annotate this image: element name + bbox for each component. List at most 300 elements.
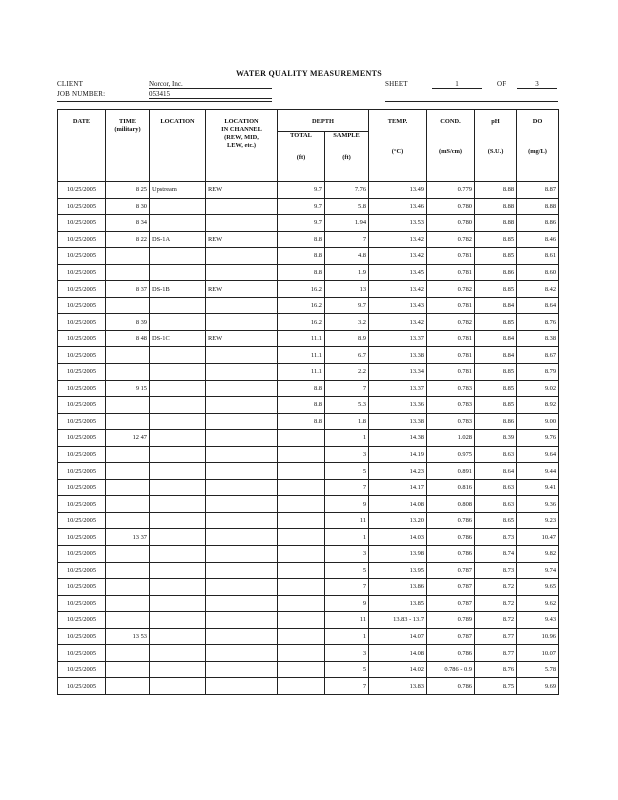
cell-do: 10.47 xyxy=(517,529,559,546)
cell-total xyxy=(278,496,325,513)
cell-cond: 0.783 xyxy=(427,397,475,414)
cell-ph: 8.72 xyxy=(475,595,517,612)
cell-sample: 5 xyxy=(325,562,369,579)
cell-do: 10.07 xyxy=(517,645,559,662)
col-header-location-in-channel: LOCATION IN CHANNEL (REW, MID, LEW, etc.) xyxy=(206,110,278,182)
cell-temp: 13.45 xyxy=(369,264,427,281)
cell-channel xyxy=(206,546,278,563)
table-row xyxy=(58,645,559,662)
cell-channel: REW xyxy=(206,231,278,248)
cell-temp: 14.03 xyxy=(369,529,427,546)
cell-total: 8.8 xyxy=(278,397,325,414)
cell-temp: 13.38 xyxy=(369,413,427,430)
cell-location xyxy=(150,546,206,563)
cell-ph: 8.85 xyxy=(475,364,517,381)
cell-temp: 13.53 xyxy=(369,215,427,232)
cell-location xyxy=(150,364,206,381)
cell-temp: 13.20 xyxy=(369,512,427,529)
cell-total xyxy=(278,446,325,463)
cell-total xyxy=(278,579,325,596)
cell-sample: 7 xyxy=(325,678,369,695)
cell-ph: 8.85 xyxy=(475,397,517,414)
cell-temp: 13.46 xyxy=(369,198,427,215)
cell-time: 8 39 xyxy=(106,314,150,331)
cell-cond: 0.781 xyxy=(427,364,475,381)
cell-temp: 13.83 - 13.7 xyxy=(369,612,427,629)
table-row xyxy=(58,661,559,678)
cell-date: 10/25/2005 xyxy=(58,264,106,281)
cell-total xyxy=(278,678,325,695)
cell-cond: 0.782 xyxy=(427,231,475,248)
cell-temp: 13.42 xyxy=(369,281,427,298)
cell-ph: 8.76 xyxy=(475,661,517,678)
cell-temp: 13.37 xyxy=(369,330,427,347)
cell-location xyxy=(150,645,206,662)
cell-ph: 8.85 xyxy=(475,380,517,397)
cell-location xyxy=(150,463,206,480)
cell-temp: 13.49 xyxy=(369,182,427,199)
cell-sample: 3 xyxy=(325,546,369,563)
cell-total: 16.2 xyxy=(278,281,325,298)
cell-date: 10/25/2005 xyxy=(58,628,106,645)
cell-cond: 0.780 xyxy=(427,198,475,215)
cell-total: 16.2 xyxy=(278,314,325,331)
cell-total xyxy=(278,463,325,480)
job-number-label: JOB NUMBER: xyxy=(57,90,106,98)
of-label: OF xyxy=(497,80,507,88)
cell-do: 9.69 xyxy=(517,678,559,695)
col-header-depth-sample: SAMPLE (ft) xyxy=(325,132,369,182)
cell-total: 9.7 xyxy=(278,215,325,232)
sheet-label: SHEET xyxy=(385,80,408,88)
cell-time xyxy=(106,612,150,629)
cell-channel xyxy=(206,413,278,430)
cell-cond: 0.787 xyxy=(427,595,475,612)
table-row xyxy=(58,463,559,480)
cell-do: 8.88 xyxy=(517,198,559,215)
sheet-value: 1 xyxy=(432,80,482,89)
table-row xyxy=(58,264,559,281)
cell-location: DS-1C xyxy=(150,330,206,347)
water-quality-table xyxy=(57,109,559,695)
cell-cond: 0.787 xyxy=(427,579,475,596)
cell-ph: 8.88 xyxy=(475,198,517,215)
cell-cond: 0.786 xyxy=(427,645,475,662)
cell-ph: 8.74 xyxy=(475,546,517,563)
cell-ph: 8.73 xyxy=(475,562,517,579)
cell-do: 8.67 xyxy=(517,347,559,364)
cell-total xyxy=(278,612,325,629)
cell-sample: 13 xyxy=(325,281,369,298)
cell-do: 9.43 xyxy=(517,612,559,629)
cell-location xyxy=(150,380,206,397)
cell-cond: 0.781 xyxy=(427,297,475,314)
cell-date: 10/25/2005 xyxy=(58,562,106,579)
cell-ph: 8.85 xyxy=(475,281,517,298)
cell-ph: 8.63 xyxy=(475,496,517,513)
cell-time: 13 53 xyxy=(106,628,150,645)
table-row xyxy=(58,479,559,496)
cell-channel xyxy=(206,479,278,496)
cell-time xyxy=(106,645,150,662)
cell-location xyxy=(150,579,206,596)
cell-sample: 8.9 xyxy=(325,330,369,347)
cell-channel xyxy=(206,248,278,265)
cell-date: 10/25/2005 xyxy=(58,446,106,463)
cell-location xyxy=(150,198,206,215)
cell-ph: 8.84 xyxy=(475,347,517,364)
cell-location xyxy=(150,413,206,430)
cell-total: 11.1 xyxy=(278,364,325,381)
col-header-ph: pH (S.U.) xyxy=(475,110,517,182)
cell-channel xyxy=(206,628,278,645)
cell-do: 8.42 xyxy=(517,281,559,298)
cell-channel xyxy=(206,364,278,381)
cell-date: 10/25/2005 xyxy=(58,397,106,414)
cell-time: 13 37 xyxy=(106,529,150,546)
header-rule-right xyxy=(385,101,558,102)
cell-date: 10/25/2005 xyxy=(58,231,106,248)
cell-ph: 8.39 xyxy=(475,430,517,447)
cell-do: 8.86 xyxy=(517,215,559,232)
cell-cond: 0.789 xyxy=(427,612,475,629)
table-row xyxy=(58,397,559,414)
table-row xyxy=(58,496,559,513)
cell-cond: 0.787 xyxy=(427,562,475,579)
cell-location xyxy=(150,248,206,265)
cell-ph: 8.85 xyxy=(475,248,517,265)
cell-sample: 9 xyxy=(325,595,369,612)
cell-time xyxy=(106,496,150,513)
cell-time: 9 15 xyxy=(106,380,150,397)
cell-ph: 8.86 xyxy=(475,264,517,281)
cell-ph: 8.86 xyxy=(475,413,517,430)
cell-ph: 8.85 xyxy=(475,231,517,248)
cell-do: 8.46 xyxy=(517,231,559,248)
cell-time: 8 25 xyxy=(106,182,150,199)
cell-location xyxy=(150,628,206,645)
cell-time xyxy=(106,562,150,579)
cell-location xyxy=(150,264,206,281)
cell-location xyxy=(150,529,206,546)
cell-date: 10/25/2005 xyxy=(58,645,106,662)
cell-channel xyxy=(206,496,278,513)
cell-sample: 7 xyxy=(325,380,369,397)
cell-location xyxy=(150,595,206,612)
cell-temp: 14.08 xyxy=(369,496,427,513)
table-row xyxy=(58,546,559,563)
cell-sample: 11 xyxy=(325,512,369,529)
cell-sample: 3 xyxy=(325,446,369,463)
cell-date: 10/25/2005 xyxy=(58,546,106,563)
cell-channel xyxy=(206,297,278,314)
cell-cond: 0.781 xyxy=(427,248,475,265)
cell-ph: 8.88 xyxy=(475,182,517,199)
cell-cond: 0.816 xyxy=(427,479,475,496)
cell-do: 8.87 xyxy=(517,182,559,199)
cell-do: 8.64 xyxy=(517,297,559,314)
table-row xyxy=(58,562,559,579)
cell-date: 10/25/2005 xyxy=(58,347,106,364)
table-row xyxy=(58,380,559,397)
cell-do: 9.74 xyxy=(517,562,559,579)
cell-cond: 0.891 xyxy=(427,463,475,480)
cell-time xyxy=(106,678,150,695)
cell-channel xyxy=(206,678,278,695)
cell-sample: 1.9 xyxy=(325,264,369,281)
cell-time xyxy=(106,463,150,480)
cell-total: 8.8 xyxy=(278,264,325,281)
cell-total: 9.7 xyxy=(278,198,325,215)
cell-time: 8 34 xyxy=(106,215,150,232)
cell-time xyxy=(106,347,150,364)
cell-do: 9.36 xyxy=(517,496,559,513)
cell-time xyxy=(106,364,150,381)
cell-channel xyxy=(206,562,278,579)
cell-cond: 0.786 xyxy=(427,546,475,563)
cell-time: 8 30 xyxy=(106,198,150,215)
cell-date: 10/25/2005 xyxy=(58,661,106,678)
cell-date: 10/25/2005 xyxy=(58,281,106,298)
cell-channel xyxy=(206,661,278,678)
cell-ph: 8.75 xyxy=(475,678,517,695)
cell-time: 12 47 xyxy=(106,430,150,447)
table-row xyxy=(58,579,559,596)
cell-time xyxy=(106,264,150,281)
col-header-temp: TEMP. (°C) xyxy=(369,110,427,182)
cell-location xyxy=(150,297,206,314)
table-row xyxy=(58,529,559,546)
cell-time xyxy=(106,397,150,414)
cell-date: 10/25/2005 xyxy=(58,314,106,331)
cell-temp: 13.98 xyxy=(369,546,427,563)
job-number-value: 053415 xyxy=(149,90,272,99)
cell-temp: 13.42 xyxy=(369,231,427,248)
cell-ph: 8.84 xyxy=(475,330,517,347)
table-row xyxy=(58,198,559,215)
cell-cond: 0.787 xyxy=(427,628,475,645)
cell-sample: 6.7 xyxy=(325,347,369,364)
cell-total xyxy=(278,595,325,612)
cell-temp: 14.07 xyxy=(369,628,427,645)
cell-channel xyxy=(206,612,278,629)
cell-ph: 8.77 xyxy=(475,645,517,662)
cell-location: DS-1A xyxy=(150,231,206,248)
cell-total: 8.8 xyxy=(278,248,325,265)
cell-cond: 0.786 - 0.9 xyxy=(427,661,475,678)
cell-channel xyxy=(206,215,278,232)
cell-sample: 4.8 xyxy=(325,248,369,265)
cell-channel xyxy=(206,198,278,215)
cell-time xyxy=(106,661,150,678)
cell-channel xyxy=(206,512,278,529)
cell-date: 10/25/2005 xyxy=(58,364,106,381)
cell-ph: 8.84 xyxy=(475,297,517,314)
table-row xyxy=(58,512,559,529)
table-row xyxy=(58,182,559,199)
of-value: 3 xyxy=(517,80,557,89)
cell-do: 8.61 xyxy=(517,248,559,265)
cell-date: 10/25/2005 xyxy=(58,678,106,695)
cell-channel xyxy=(206,446,278,463)
cell-cond: 0.975 xyxy=(427,446,475,463)
cell-date: 10/25/2005 xyxy=(58,215,106,232)
cell-location: Upstream xyxy=(150,182,206,199)
cell-location xyxy=(150,678,206,695)
cell-cond: 0.786 xyxy=(427,512,475,529)
client-label: CLIENT xyxy=(57,80,84,88)
table-row xyxy=(58,678,559,695)
cell-date: 10/25/2005 xyxy=(58,430,106,447)
cell-ph: 8.65 xyxy=(475,512,517,529)
cell-date: 10/25/2005 xyxy=(58,496,106,513)
table-row xyxy=(58,628,559,645)
cell-time xyxy=(106,546,150,563)
cell-cond: 0.783 xyxy=(427,380,475,397)
cell-ph: 8.63 xyxy=(475,479,517,496)
cell-do: 9.23 xyxy=(517,512,559,529)
cell-temp: 14.19 xyxy=(369,446,427,463)
cell-temp: 14.02 xyxy=(369,661,427,678)
cell-time xyxy=(106,579,150,596)
cell-location xyxy=(150,612,206,629)
cell-time xyxy=(106,297,150,314)
table-row xyxy=(58,347,559,364)
cell-ph: 8.85 xyxy=(475,314,517,331)
client-value: Norcor, Inc. xyxy=(149,80,272,89)
cell-temp: 13.42 xyxy=(369,314,427,331)
table-row xyxy=(58,215,559,232)
cell-channel xyxy=(206,529,278,546)
cell-temp: 13.95 xyxy=(369,562,427,579)
cell-temp: 14.08 xyxy=(369,645,427,662)
cell-do: 8.76 xyxy=(517,314,559,331)
cell-sample: 1.8 xyxy=(325,413,369,430)
cell-total: 9.7 xyxy=(278,182,325,199)
cell-channel xyxy=(206,579,278,596)
cell-channel xyxy=(206,595,278,612)
cell-do: 9.44 xyxy=(517,463,559,480)
cell-sample: 1 xyxy=(325,529,369,546)
cell-time xyxy=(106,413,150,430)
cell-cond: 0.781 xyxy=(427,347,475,364)
cell-cond: 0.781 xyxy=(427,330,475,347)
cell-sample: 7 xyxy=(325,479,369,496)
col-header-location: LOCATION xyxy=(150,110,206,182)
cell-location xyxy=(150,446,206,463)
cell-sample: 7 xyxy=(325,231,369,248)
table-row xyxy=(58,314,559,331)
cell-total: 11.1 xyxy=(278,347,325,364)
cell-total xyxy=(278,512,325,529)
cell-location xyxy=(150,661,206,678)
cell-date: 10/25/2005 xyxy=(58,479,106,496)
cell-total: 11.1 xyxy=(278,330,325,347)
table-row xyxy=(58,430,559,447)
cell-total xyxy=(278,529,325,546)
cell-cond: 1.028 xyxy=(427,430,475,447)
cell-cond: 0.781 xyxy=(427,264,475,281)
cell-sample: 9 xyxy=(325,496,369,513)
cell-do: 9.41 xyxy=(517,479,559,496)
cell-channel xyxy=(206,463,278,480)
col-header-date: DATE xyxy=(58,110,106,182)
cell-sample: 2.2 xyxy=(325,364,369,381)
cell-cond: 0.779 xyxy=(427,182,475,199)
cell-total: 16.2 xyxy=(278,297,325,314)
cell-do: 9.64 xyxy=(517,446,559,463)
cell-sample: 3 xyxy=(325,645,369,662)
cell-cond: 0.786 xyxy=(427,678,475,695)
cell-temp: 14.17 xyxy=(369,479,427,496)
cell-location xyxy=(150,347,206,364)
cell-total xyxy=(278,661,325,678)
cell-temp: 13.86 xyxy=(369,579,427,596)
cell-location xyxy=(150,512,206,529)
cell-time: 8 48 xyxy=(106,330,150,347)
cell-time: 8 37 xyxy=(106,281,150,298)
table-row xyxy=(58,364,559,381)
cell-date: 10/25/2005 xyxy=(58,198,106,215)
cell-sample: 5.3 xyxy=(325,397,369,414)
cell-ph: 8.73 xyxy=(475,529,517,546)
cell-sample: 1.94 xyxy=(325,215,369,232)
cell-total xyxy=(278,628,325,645)
cell-do: 9.02 xyxy=(517,380,559,397)
cell-channel xyxy=(206,380,278,397)
cell-channel: REW xyxy=(206,330,278,347)
table-row xyxy=(58,612,559,629)
cell-do: 8.38 xyxy=(517,330,559,347)
cell-location: DS-1B xyxy=(150,281,206,298)
cell-do: 8.60 xyxy=(517,264,559,281)
cell-total xyxy=(278,562,325,579)
cell-cond: 0.808 xyxy=(427,496,475,513)
cell-sample: 7 xyxy=(325,579,369,596)
cell-time xyxy=(106,479,150,496)
cell-sample: 5 xyxy=(325,661,369,678)
cell-date: 10/25/2005 xyxy=(58,512,106,529)
cell-temp: 13.34 xyxy=(369,364,427,381)
table-row xyxy=(58,446,559,463)
col-header-do: DO (mg/L) xyxy=(517,110,559,182)
col-header-depth: DEPTH xyxy=(278,110,369,132)
cell-sample: 7.76 xyxy=(325,182,369,199)
table-row xyxy=(58,330,559,347)
cell-cond: 0.782 xyxy=(427,281,475,298)
cell-time: 8 22 xyxy=(106,231,150,248)
cell-total xyxy=(278,430,325,447)
table-header xyxy=(58,110,559,182)
cell-temp: 14.23 xyxy=(369,463,427,480)
table-row xyxy=(58,231,559,248)
cell-channel xyxy=(206,430,278,447)
cell-cond: 0.786 xyxy=(427,529,475,546)
cell-cond: 0.780 xyxy=(427,215,475,232)
cell-location xyxy=(150,496,206,513)
cell-date: 10/25/2005 xyxy=(58,248,106,265)
cell-temp: 13.38 xyxy=(369,347,427,364)
cell-location xyxy=(150,314,206,331)
cell-location xyxy=(150,562,206,579)
cell-location xyxy=(150,479,206,496)
cell-ph: 8.77 xyxy=(475,628,517,645)
cell-date: 10/25/2005 xyxy=(58,182,106,199)
table-row xyxy=(58,413,559,430)
cell-total xyxy=(278,546,325,563)
cell-date: 10/25/2005 xyxy=(58,529,106,546)
cell-time xyxy=(106,595,150,612)
